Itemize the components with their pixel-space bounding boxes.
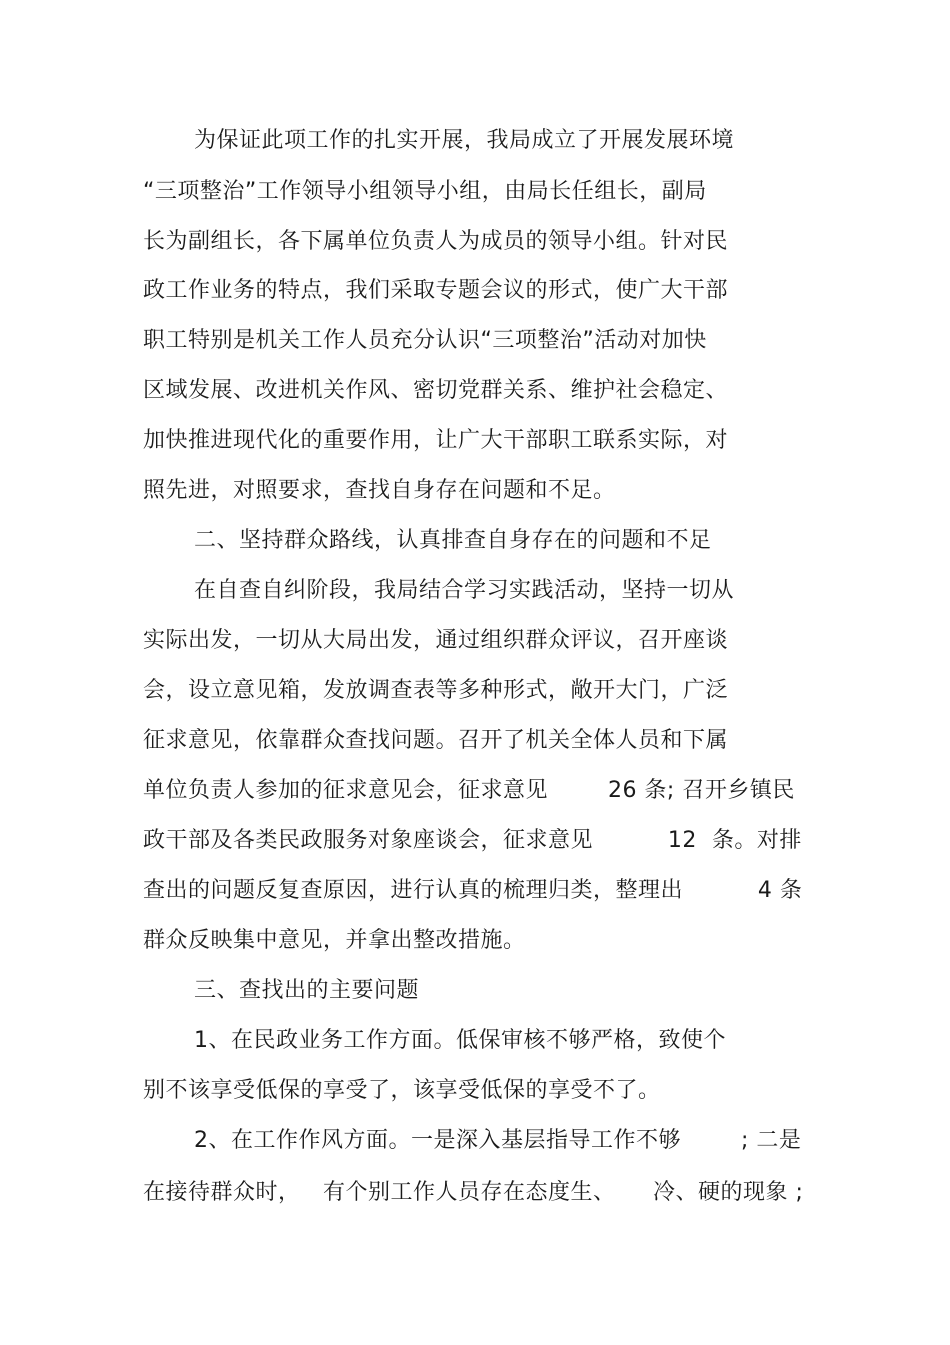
paragraph-line: 政工作业务的特点，我们采取专题会议的形式，使广大干部 xyxy=(143,278,729,303)
paragraph-line: 长为副组长，各下属单位负责人为成员的领导小组。针对民 xyxy=(143,229,729,254)
paragraph-line: 实际出发，一切从大局出发，通过组织群众评议，召开座谈 xyxy=(143,628,729,653)
paragraph-line: 单位负责人参加的征求意见会，征求意见 26 条; 召开乡镇民 xyxy=(143,778,795,803)
paragraph-line: 在接待群众时， 有个别工作人员存在态度生、 冷、硬的现象 ; xyxy=(143,1180,804,1205)
paragraph-line: 区域发展、改进机关作风、密切党群关系、维护社会稳定、 xyxy=(143,378,729,403)
paragraph-line: 在自查自纠阶段，我局结合学习实践活动，坚持一切从 xyxy=(194,578,735,603)
paragraph-line: 会，设立意见箱，发放调查表等多种形式，敞开大门，广泛 xyxy=(143,678,729,703)
paragraph-line: 加快推进现代化的重要作用，让广大干部职工联系实际，对 xyxy=(143,428,729,453)
paragraph-line: 职工特别是机关工作人员充分认识“三项整治”活动对加快 xyxy=(143,328,707,353)
paragraph-line: 政干部及各类民政服务对象座谈会，征求意见 12 条。对排 xyxy=(143,828,802,853)
paragraph-line: 1、在民政业务工作方面。低保审核不够严格，致使个 xyxy=(194,1028,726,1053)
paragraph-line: 征求意见，依靠群众查找问题。召开了机关全体人员和下属 xyxy=(143,728,729,753)
section-heading: 二、坚持群众路线，认真排查自身存在的问题和不足 xyxy=(194,528,712,553)
paragraph-line: 为保证此项工作的扎实开展，我局成立了开展发展环境 xyxy=(194,128,735,153)
paragraph-line: 2、在工作作风方面。一是深入基层指导工作不够 ; 二是 xyxy=(194,1128,802,1153)
paragraph-line: 群众反映集中意见，并拿出整改措施。 xyxy=(143,928,526,953)
paragraph-line: 照先进，对照要求，查找自身存在问题和不足。 xyxy=(143,478,616,503)
paragraph-line: “三项整治”工作领导小组领导小组，由局长任组长，副局 xyxy=(143,179,707,204)
section-heading: 三、查找出的主要问题 xyxy=(194,978,420,1003)
paragraph-line: 别不该享受低保的享受了，该享受低保的享受不了。 xyxy=(143,1078,661,1103)
paragraph-line: 查出的问题反复查原因，进行认真的梳理归类，整理出 4 条 xyxy=(143,878,803,903)
